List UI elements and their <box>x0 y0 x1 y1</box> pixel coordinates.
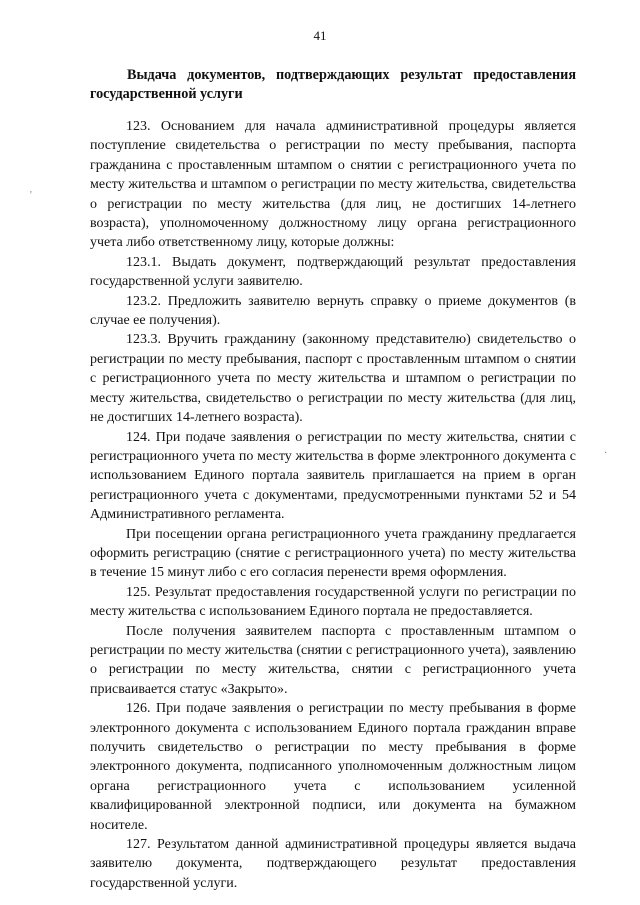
paragraph-127: 127. Результатом данной административной процедуры является выдача заявителю документа, подтверждающего результат предоставления государственной услуги. <box>90 837 576 891</box>
section-title-line-1: Выдача документов, подтверждающих результат предоставления <box>127 67 576 83</box>
paragraph-125: 125. Результат предоставления государственной услуги по регистрации по месту жительства с использованием Единого портала не предоставляется. <box>90 584 576 620</box>
scan-margin-mark: · <box>604 448 608 459</box>
paragraph-124: 124. При подаче заявления о регистрации по месту жительства, снятии с регистрационного учета по месту жительства в форме электронного документа с использованием Единого портала заявитель приглашается на прием в орган регистрационного учета с документами, предусмотренными пунктами 52 и 54 Административного регламента. <box>90 429 576 523</box>
paragraph-123-1: 123.1. Выдать документ, подтверждающий результат предоставления государственной услуги заявителю. <box>90 254 576 290</box>
section-title-line-2: государственной услуги <box>90 86 243 102</box>
paragraph-126: 126. При подаче заявления о регистрации по месту пребывания в форме электронного документа с использованием Единого портала гражданин вправе получить свидетельство о регистрации по месту пребывания в форме электронного документа, подписанного уполномоченным должностным лицом органа регистрационного учета с использованием усиленной квалифицированной электронной подписи, или документа на бумажном носителе. <box>90 701 576 833</box>
document-body <box>90 117 576 893</box>
paragraph-123-2: 123.2. Предложить заявителю вернуть справку о приеме документов (в случае ее получения). <box>90 293 576 329</box>
section-title <box>90 66 576 104</box>
paragraph-125-status: После получения заявителем паспорта с проставленным штампом о регистрации по месту жительства (снятии с регистрационного учета), заявлению о регистрации по месту жительства, снятии с регистрационного учета присваивается статус «Закрыто». <box>90 623 576 697</box>
paragraph-123-3: 123.3. Вручить гражданину (законному представителю) свидетельство о регистрации по месту пребывания, паспорт с проставленным штампом о снятии с регистрационного учета по месту жительства и штампом о регистрации по месту жительства, свидетельство о регистрации по месту жительства (для лиц, не достигших 14-летнего возраста). <box>90 332 576 426</box>
paragraph-124-visit: При посещении органа регистрационного учета гражданину предлагается оформить регистрацию (снятие с регистрационного учета) по месту жительства в течение 15 минут либо с его согласия перенести время оформления. <box>90 526 576 581</box>
scan-margin-mark: ' <box>30 190 32 201</box>
page-number: 41 <box>313 28 327 43</box>
paragraph-123: 123. Основанием для начала административной процедуры является поступление свидетельства о регистрации по месту пребывания, паспорта гражданина с проставленным штампом о снятии с регистрационного учета по месту жительства и штампом о регистрации по месту жительства, свидетельства о регистрации по месту жительства (для лиц, не достигших 14-летнего возраста), уполномоченному должностному лицу органа регистрационного учета либо ответственному лицу, которые должны: <box>90 119 576 251</box>
